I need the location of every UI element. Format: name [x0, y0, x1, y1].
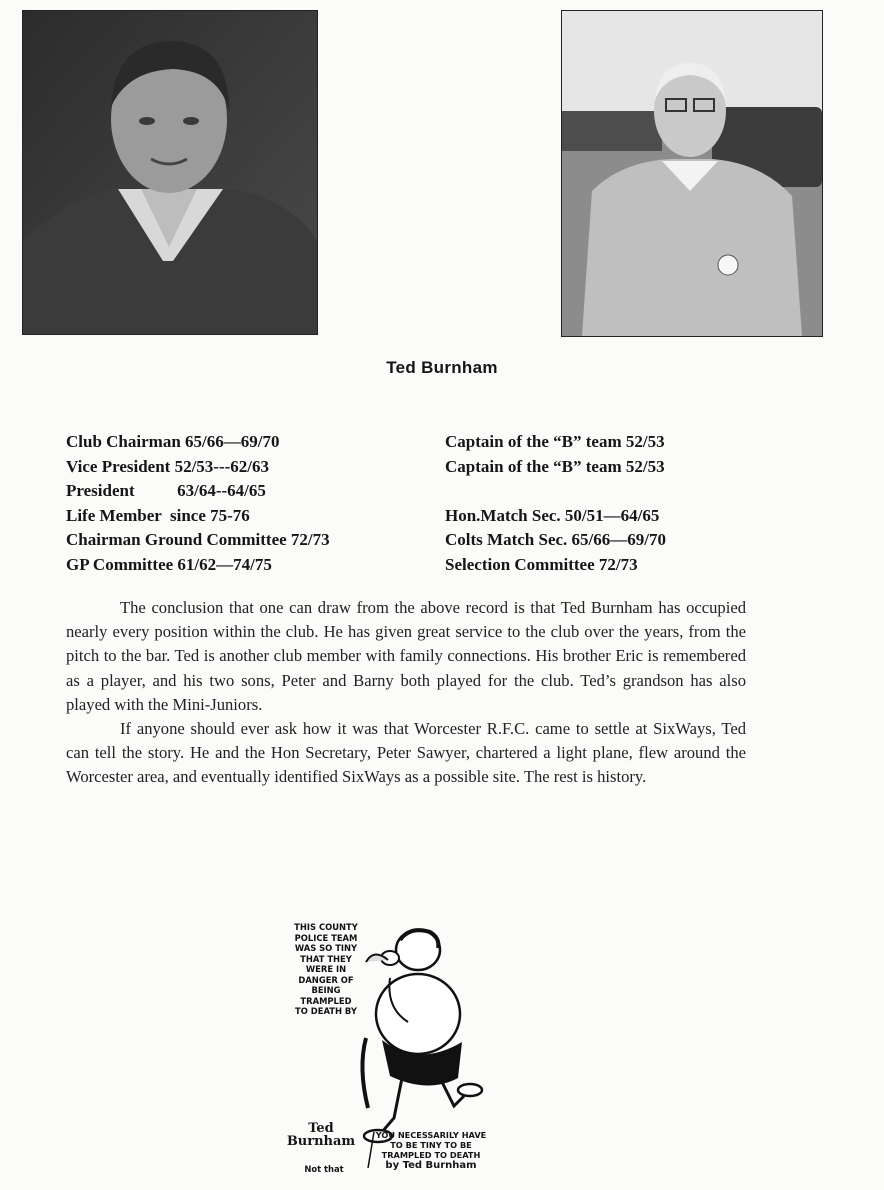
role-entry: GP Committee 61/62—74/75	[66, 554, 272, 574]
role-entry: Vice President 52/53---62/63	[66, 456, 270, 476]
roles-left-column	[66, 430, 330, 577]
role-entry: Life Member since 75-76	[66, 505, 250, 525]
role-entry: Club Chairman 65/66—69/70	[66, 432, 280, 451]
cartoon-name: Ted Burnham	[286, 1121, 356, 1149]
paragraph: The conclusion that one can draw from the above record is that Ted Burnham has occupied nearly every position within the club. He has given great service to the club over the years, from the pitch to the bar. Ted is another club member with family connections. His brother Eric is remembered as a player, and his two sons, Peter and Barny both played for the club. Ted’s grandson has also played with the Mini-Juniors.	[66, 598, 746, 714]
role-entry: Hon.Match Sec. 50/51—64/65	[445, 505, 660, 525]
role-spacer	[445, 479, 666, 504]
role-entry: Chairman Ground Committee 72/73	[66, 530, 330, 549]
young-man-portrait-icon	[23, 11, 317, 334]
photo-young-ted	[22, 10, 318, 335]
roles-right-column	[445, 430, 666, 577]
cartoon-caption-right	[372, 1130, 490, 1171]
role-entry: President 63/64--64/65	[66, 481, 266, 500]
elderly-man-portrait-icon	[562, 11, 822, 336]
body-text	[66, 596, 746, 790]
cartoon-not-that: Not that	[304, 1164, 344, 1174]
role-entry: Captain of the “B” team 52/53	[445, 456, 665, 476]
role-entry: Selection Committee 72/73	[445, 554, 638, 574]
paragraph: If anyone should ever ask how it was that Worcester R.F.C. came to settle at SixWays, Ted can tell the story. He and the Hon Secretary, Peter Sawyer, chartered a light plane, flew around the Worcester area, and eventually identified SixWays as a possible site. The rest is history.	[66, 719, 746, 787]
cartoon	[278, 918, 490, 1180]
photo-caption: Ted Burnham	[386, 358, 498, 377]
cartoon-caption-left: THIS COUNTY POLICE TEAM WAS SO TINY THAT THEY WERE IN DANGER OF BEING TRAMPLED TO DEATH BY	[294, 922, 358, 1016]
photo-older-ted	[561, 10, 823, 337]
role-entry: Captain of the “B” team 52/53	[445, 432, 665, 451]
cartoon-right-text: YOU NECESSARILY HAVE TO BE TINY TO BE TRAMPLED TO DEATH	[375, 1130, 487, 1160]
cartoon-signature: by Ted Burnham	[385, 1160, 477, 1171]
role-entry: Colts Match Sec. 65/66—69/70	[445, 530, 666, 549]
